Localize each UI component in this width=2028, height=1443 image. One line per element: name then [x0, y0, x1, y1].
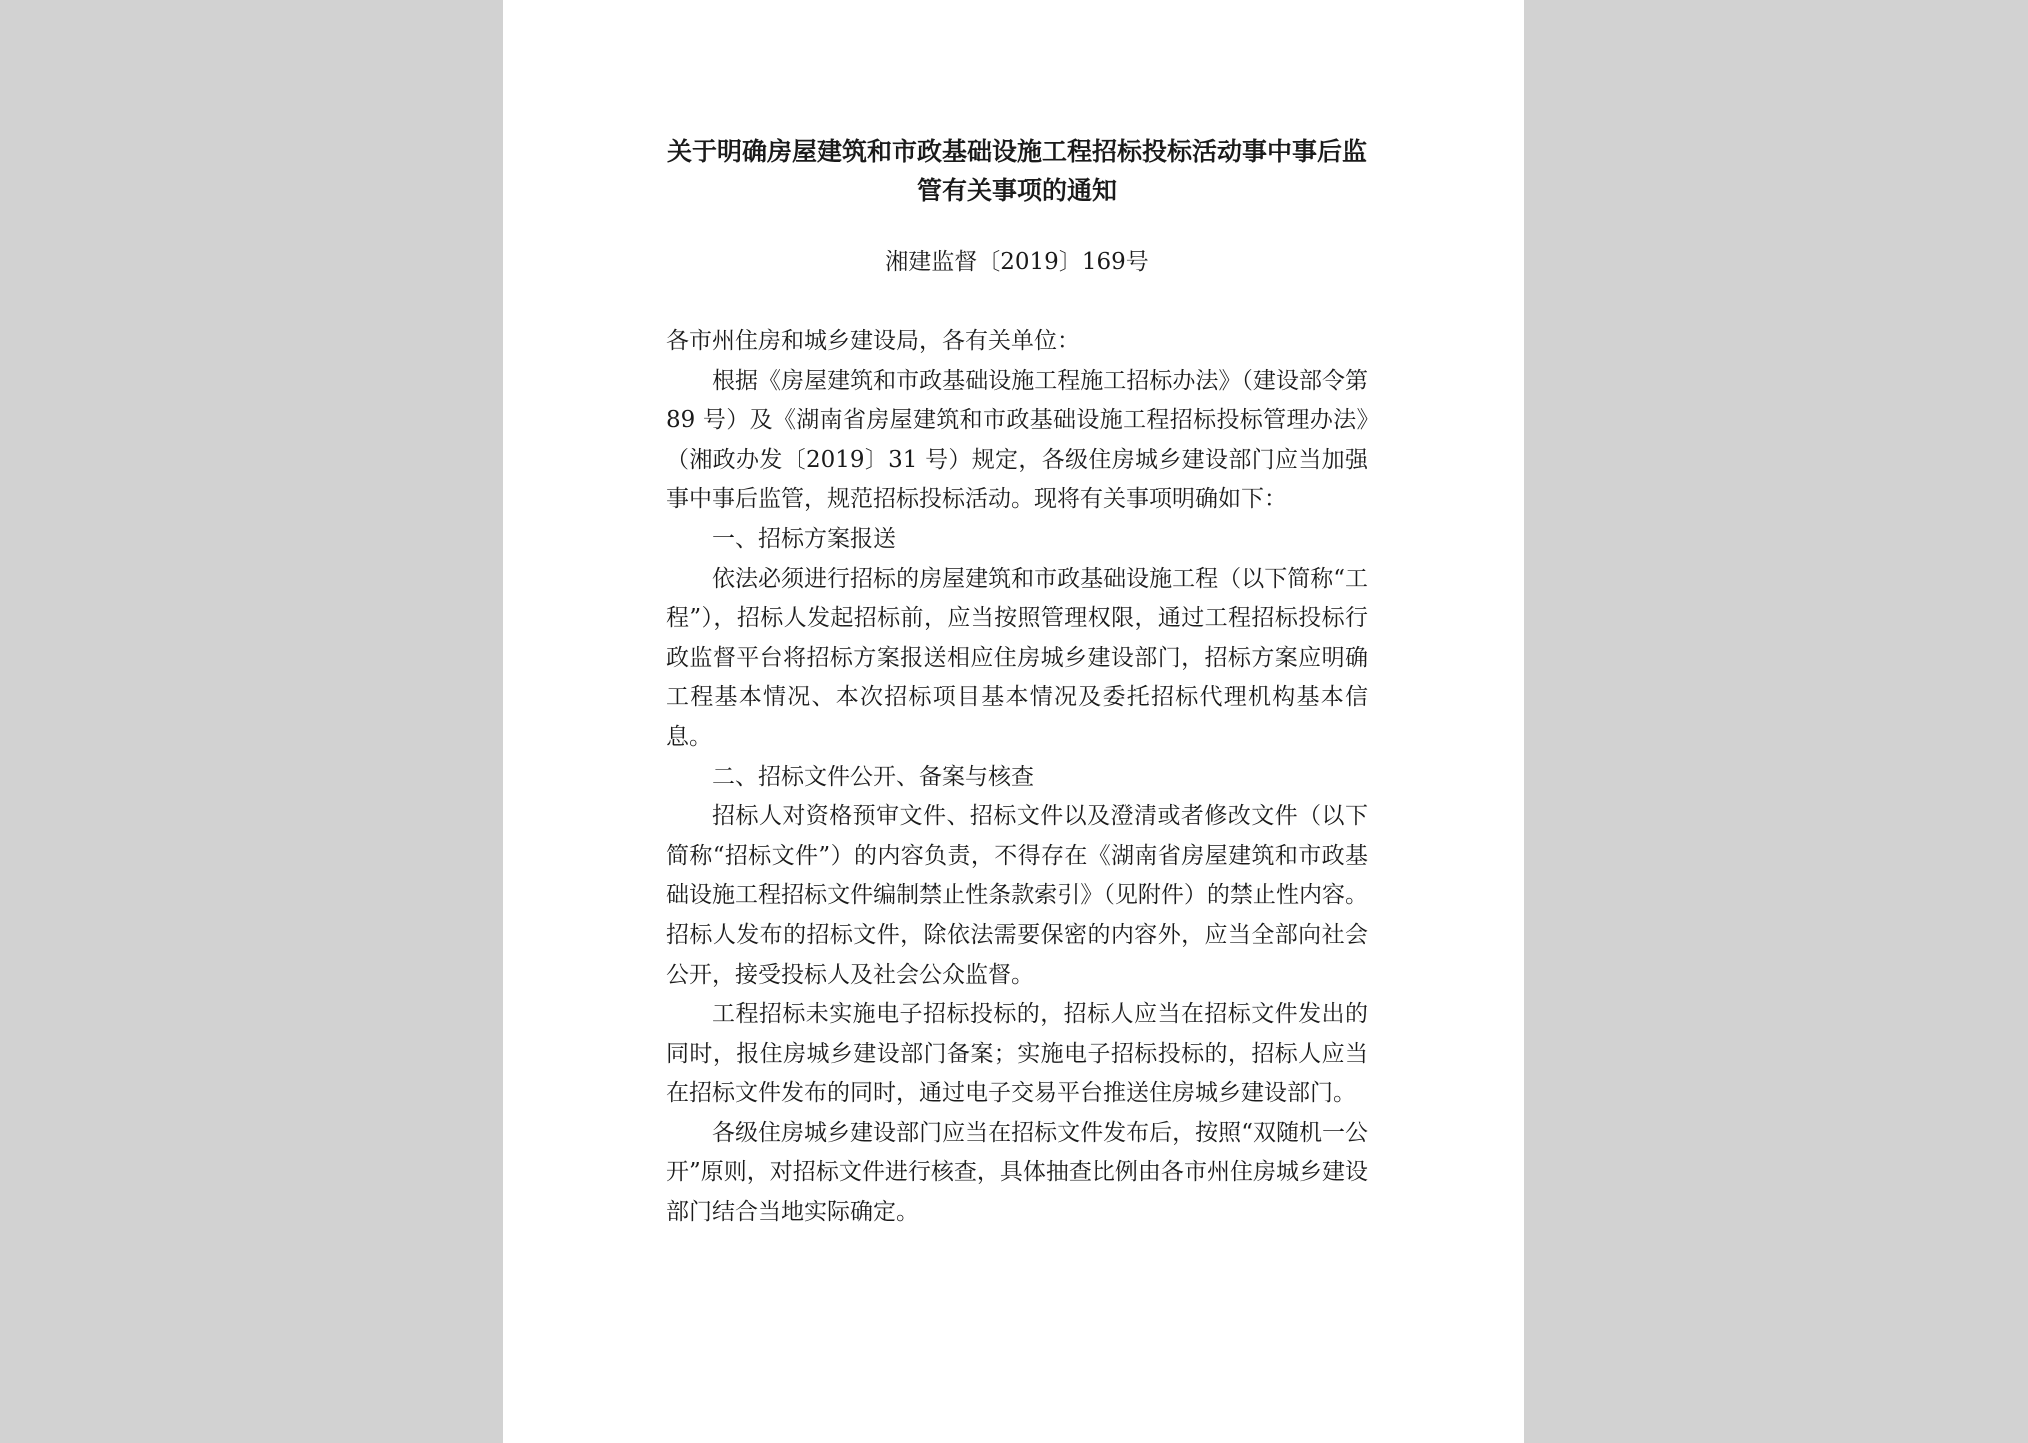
addressee: 各市州住房和城乡建设局，各有关单位： [666, 328, 1080, 354]
paragraph-section-2c: 各级住房城乡建设部门应当在招标文件发布后，按照“双随机一公开”原则，对招标文件进行核查，具体抽查比例由各市州住房城乡建设部门结合当地实际确定。 [666, 1119, 1368, 1226]
document-page [503, 0, 1524, 1443]
section-heading-2: 二、招标文件公开、备案与核查 [712, 763, 1034, 790]
paragraph-intro: 根据《房屋建筑和市政基础设施工程施工招标办法》（建设部令第 89 号）及《湖南省房屋建筑和市政基础设施工程招标投标管理办法》（湘政办发〔2019〕31 号）规定，各级住房城乡建设部门应当加强事中事后监管，规范招标投标活动。现将有关事项明确如下： [666, 367, 1368, 513]
document-number: 湘建监督〔2019〕169号 [885, 249, 1149, 275]
document-title: 关于明确房屋建筑和市政基础设施工程招标投标活动事中事后监管有关事项的通知 [666, 137, 1367, 205]
paragraph-section-2b: 工程招标未实施电子招标投标的，招标人应当在招标文件发出的同时，报住房城乡建设部门备案；实施电子招标投标的，招标人应当在招标文件发布的同时，通过电子交易平台推送住房城乡建设部门。 [666, 1001, 1368, 1107]
document-content [666, 132, 1368, 1233]
section-heading-1: 一、招标方案报送 [712, 525, 896, 552]
paragraph-section-1: 依法必须进行招标的房屋建筑和市政基础设施工程（以下简称“工程”），招标人发起招标前，应当按照管理权限，通过工程招标投标行政监督平台将招标方案报送相应住房城乡建设部门，招标方案应明确工程基本情况、本次招标项目基本情况及委托招标代理机构基本信息。 [666, 565, 1368, 750]
document-body [666, 322, 1368, 1233]
paragraph-section-2a: 招标人对资格预审文件、招标文件以及澄清或者修改文件（以下简称“招标文件”）的内容负责，不得存在《湖南省房屋建筑和市政基础设施工程招标文件编制禁止性条款索引》（见附件）的禁止性内容。招标人发布的招标文件，除依法需要保密的内容外，应当全部向社会公开，接受投标人及社会公众监督。 [666, 803, 1368, 988]
